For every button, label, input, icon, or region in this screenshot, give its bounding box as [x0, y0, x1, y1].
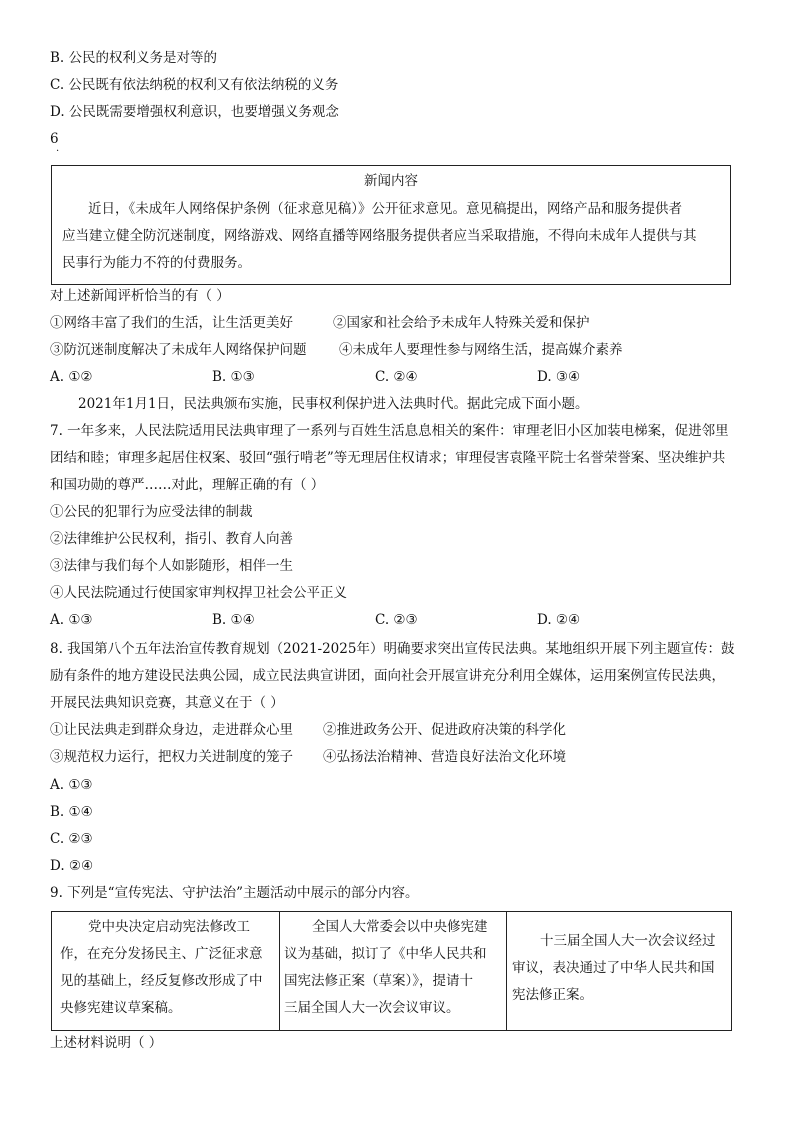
q7-stem-line: 7. 一年多来，人民法院适用民法典审理了一系列与百姓生活息息相关的案件：审理老旧小区加装电梯案，促进邻里: [50, 423, 729, 439]
q8-stem-line: 8. 我国第八个五年法治宣传教育规划（2021-2025年）明确要求突出宣传民法典。某地组织开展下列主题宣传：鼓: [50, 641, 735, 657]
q8-item: ①让民法典走到群众身边，走进群众心里: [50, 722, 293, 738]
news-box-title: 新闻内容: [364, 173, 418, 189]
q6-item: ③防沉迷制度解决了未成年人网络保护问题: [50, 342, 307, 358]
news-line: 民事行为能力不符的付费服务。: [62, 255, 251, 271]
q8-stem-line: 开展民法典知识竞赛，其意义在于（ ）: [50, 695, 284, 711]
q6-choice-d: D. ③④: [537, 369, 581, 385]
q6-number: 6: [50, 131, 59, 147]
q8-choice-d: D. ②④: [50, 858, 94, 874]
q6-choice-c: C. ②④: [375, 369, 418, 385]
cell-line: 三届全国人大一次会议审议。: [284, 1000, 460, 1016]
q6-choice-b: B. ①③: [212, 369, 255, 385]
q9-stem: 9. 下列是“宣传宪法、守护法治”主题活动中展示的部分内容。: [50, 885, 419, 901]
q5-option-b: B. 公民的权利义务是对等的: [50, 50, 218, 66]
q8-item: ④弘扬法治精神、营造良好法治文化环境: [323, 749, 566, 765]
q5-option-d: D. 公民既需要增强权利意识，也要增强义务观念: [50, 104, 339, 120]
q6-dot: .: [56, 143, 60, 154]
news-box: [51, 165, 731, 285]
q7-item: ②法律维护公民权利，指引、教育人向善: [50, 531, 293, 547]
cell-line: 见的基础上，经反复修改形成了中: [60, 973, 263, 989]
q9-table-cell: [507, 912, 731, 1030]
q5-option-c: C. 公民既有依法纳税的权利又有依法纳税的义务: [50, 77, 339, 93]
q8-item: ③规范权力运行，把权力关进制度的笼子: [50, 749, 293, 765]
cell-line: 十三届全国人大一次会议经过: [540, 933, 716, 949]
news-line: 近日，《未成年人网络保护条例（征求意见稿）》公开征求意见。意见稿提出，网络产品和服务提供者: [88, 201, 682, 217]
cell-line: 央修宪建议草案稿。: [60, 1000, 182, 1016]
cell-line: 国宪法修正案（草案）》，提请十: [284, 973, 473, 989]
q7-stem-line: 团结和睦；审理多起居住权案、驳回“强行啃老”等无理居住权请求；审理侵害袁隆平院士名誉荣誉案、坚决维护共: [50, 450, 726, 466]
q6-item: ④未成年人要理性参与网络生活，提高媒介素养: [339, 342, 623, 358]
q6-item: ②国家和社会给予未成年人特殊关爱和保护: [333, 315, 590, 331]
cell-line: 审议，表决通过了中华人民共和国: [512, 960, 715, 976]
q8-choice-c: C. ②③: [50, 831, 93, 847]
q6-stem: 对上述新闻评析恰当的有（ ）: [50, 288, 230, 304]
cell-line: 宪法修正案。: [512, 987, 593, 1003]
section-intro: 2021年1月1日，民法典颁布实施，民事权利保护进入法典时代。据此完成下面小题。: [78, 396, 589, 412]
q9-after-text: 上述材料说明（ ）: [50, 1035, 163, 1051]
q7-choice-d: D. ②④: [537, 612, 581, 628]
q9-table-cell: [280, 912, 507, 1030]
q7-item: ③法律与我们每个人如影随形，相伴一生: [50, 558, 293, 574]
q8-stem-line: 励有条件的地方建设民法典公园，成立民法典宣讲团，面向社会开展宣讲充分利用全媒体，运用案例宣传民法典，: [50, 668, 725, 684]
q9-table-cell: [52, 912, 280, 1030]
q8-choice-b: B. ①④: [50, 804, 93, 820]
q6-choice-a: A. ①②: [50, 369, 93, 385]
cell-line: 党中央决定启动宪法修改工: [88, 919, 250, 935]
q9-material-table: [51, 911, 732, 1031]
q8-item: ②推进政务公开、促进政府决策的科学化: [323, 722, 566, 738]
q6-item: ①网络丰富了我们的生活，让生活更美好: [50, 315, 293, 331]
q7-stem-line: 和国功勋的尊严……对此，理解正确的有（ ）: [50, 477, 325, 493]
q8-choice-a: A. ①③: [50, 777, 93, 793]
cell-line: 议为基础，拟订了《中华人民共和: [284, 946, 487, 962]
q7-choice-c: C. ②③: [375, 612, 418, 628]
q7-item: ①公民的犯罪行为应受法律的制裁: [50, 504, 253, 520]
q7-item: ④人民法院通过行使国家审判权捍卫社会公平正义: [50, 585, 347, 601]
cell-line: 全国人大常委会以中央修宪建: [312, 919, 488, 935]
q7-choice-b: B. ①④: [212, 612, 255, 628]
q7-choice-a: A. ①③: [50, 612, 93, 628]
cell-line: 作，在充分发扬民主、广泛征求意: [60, 946, 263, 962]
news-line: 应当建立健全防沉迷制度，网络游戏、网络直播等网络服务提供者应当采取措施，不得向未成年人提供与其: [62, 228, 697, 244]
